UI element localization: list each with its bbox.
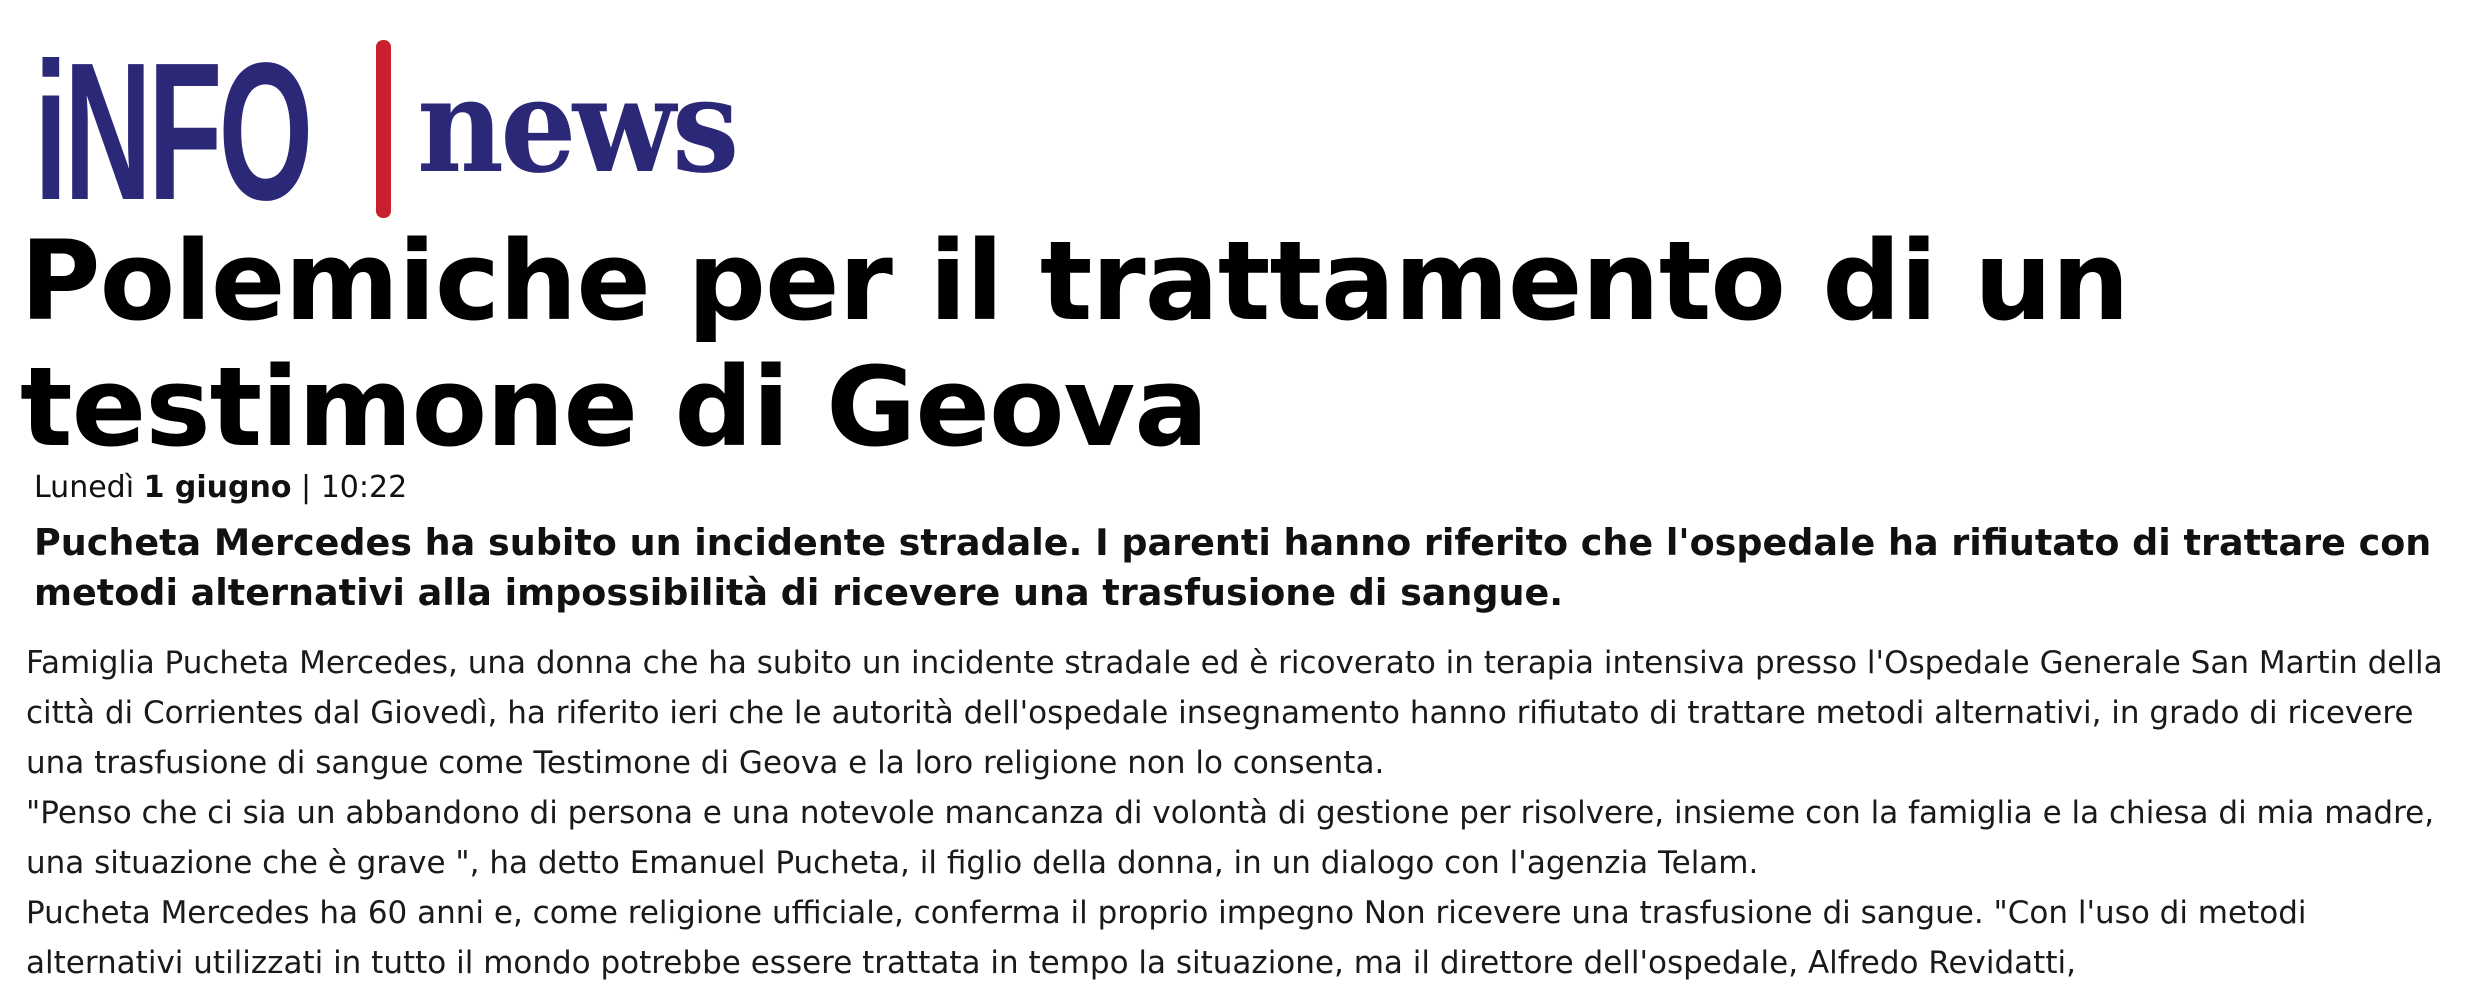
body-paragraph-3: Pucheta Mercedes ha 60 anni e, come religione ufficiale, conferma il proprio impegno Non ricevere una trasfusione di sangue. "Con l'uso di metodi alternativi utilizzati in tutto il mondo potrebbe essere trattata in tempo la situazione, ma il direttore dell'ospedale, Alfredo Revidatti, (26, 895, 2307, 981)
body-paragraph-2: "Penso che ci sia un abbandono di persona e una notevole mancanza di volontà di gestione per risolvere, insieme con la famiglia e la chiesa di mia madre, una situazione che è grave ", ha detto Emanuel Pucheta, il figlio della donna, in un dialogo con l'agenzia Telam. (26, 795, 2435, 881)
site-logo[interactable] (34, 22, 763, 241)
date-day: 1 giugno (143, 470, 292, 505)
article-subtitle: Pucheta Mercedes ha subito un incidente stradale. I parenti hanno riferito che l'ospedale ha rifiutato di trattare con metodi alternativi alla impossibilità di ricevere una trasfusione di sangue. (34, 521, 2432, 614)
article-dateline (34, 468, 407, 508)
date-time: 10:22 (320, 470, 408, 505)
article-body (26, 638, 2466, 988)
logo-info-text: iNFO (34, 22, 310, 241)
logo-divider-bar (376, 40, 391, 218)
date-weekday: Lunedì (34, 470, 135, 505)
logo-news-text: news (417, 49, 736, 202)
date-separator: | (301, 470, 312, 505)
article-headline: Polemiche per il trattamento di un testimone di Geova (20, 217, 2129, 471)
body-paragraph-1: Famiglia Pucheta Mercedes, una donna che ha subito un incidente stradale ed è ricoverato in terapia intensiva presso l'Ospedale Generale San Martin della città di Corrientes dal Giovedì, ha riferito ieri che le autorità dell'ospedale insegnamento hanno rifiutato di trattare metodi alternativi, in grado di ricevere una trasfusione di sangue come Testimone di Geova e la loro religione non lo consenta. (26, 645, 2443, 781)
